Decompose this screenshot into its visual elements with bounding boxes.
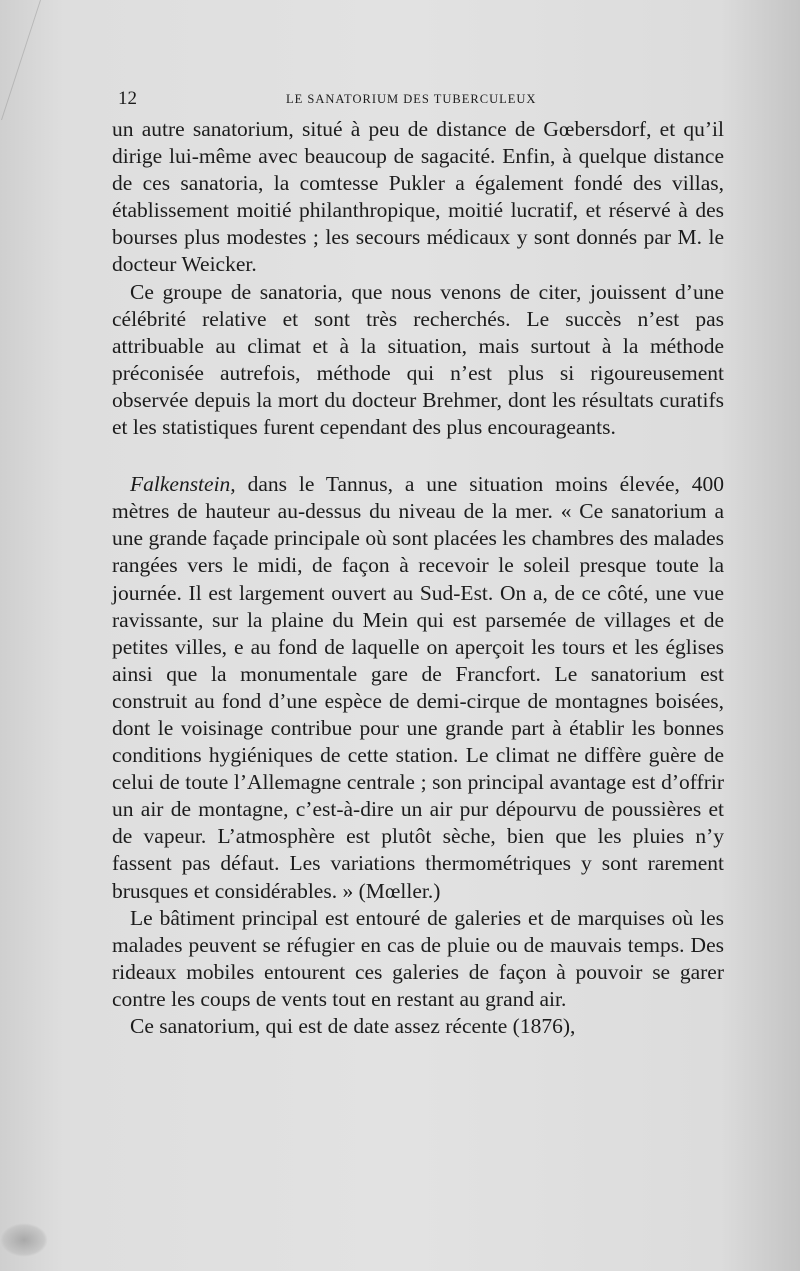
- running-title: LE SANATORIUM DES TUBERCULEUX: [286, 92, 537, 106]
- paragraph-5: Ce sanatorium, qui est de date assez récente (1876),: [130, 1014, 576, 1038]
- paragraph-3-text: dans le Tannus, a une situation moins élevée, 400 mètres de hauteur au-dessus du niveau de la mer. « Ce sanatorium a une grande façade principale où sont placées les chambres des malades rangées vers le midi, de façon à recevoir le soleil presque toute la journée. Il est largement ouvert au Sud-Est. On a, de ce côté, une vue ravissante, sur la plaine du Mein qui est parsemée de villages et de petites villes, e au fond de laquelle on aperçoit les tours et les églises ainsi que la monumentale gare de Francfort. Le sanatorium est construit au fond d’une espèce de demi-cirque de montagnes boisées, dont le voisinage contribue pour une grande part à établir les bonnes conditions hygiéniques de cette station. Le climat ne diffère guère de celui de toute l’Allemagne centrale ; son principal avantage est d’offrir un air de montagne, c’est-à-dire un air pur dépourvu de poussières et de vapeur. L’atmosphère est plutôt sèche, bien que les pluies n’y fassent pas défaut. Les variations thermométriques y sont rarement brusques et considérables. » (Mœller.): [112, 472, 724, 903]
- paragraph-3: [112, 471, 724, 905]
- paragraph-2: Ce groupe de sanatoria, que nous venons de citer, jouissent d’une célébrité relative et sont très recherchés. Le succès n’est pas attribuable au climat et à la situation, mais surtout à la méthode préconisée autrefois, méthode qui n’est plus si rigoureusement observée depuis la mort du docteur Brehmer, dont les résultats curatifs et les statistiques furent cependant des plus encourageants.: [112, 279, 724, 440]
- falkenstein-title: Falkenstein,: [130, 472, 236, 497]
- page-fold-mark: [0, 0, 41, 120]
- paragraph-4: Le bâtiment principal est entouré de galeries et de marquises où les malades peuvent se réfugier en cas de pluie ou de mauvais temps. Des rideaux mobiles entourent ces galeries de façon à pouvoir se garer contre les coups de vents tout en restant au grand air.: [112, 905, 724, 1011]
- page-header: [118, 88, 722, 110]
- page-number: 12: [118, 88, 137, 109]
- paragraph-1: un autre sanatorium, situé à peu de distance de Gœbersdorf, et qu’il dirige lui-même avec beaucoup de sagacité. Enfin, à quelque distance de ces sanatoria, la comtesse Pukler a également fondé des villas, établissement moitié philanthropique, moitié lucratif, et réservé à des bourses plus modestes ; les secours médicaux y sont donnés par M. le docteur Weicker.: [112, 117, 724, 277]
- paragraph-gap: [112, 441, 724, 471]
- page-stain: [0, 1223, 48, 1257]
- body-text: [112, 116, 724, 1040]
